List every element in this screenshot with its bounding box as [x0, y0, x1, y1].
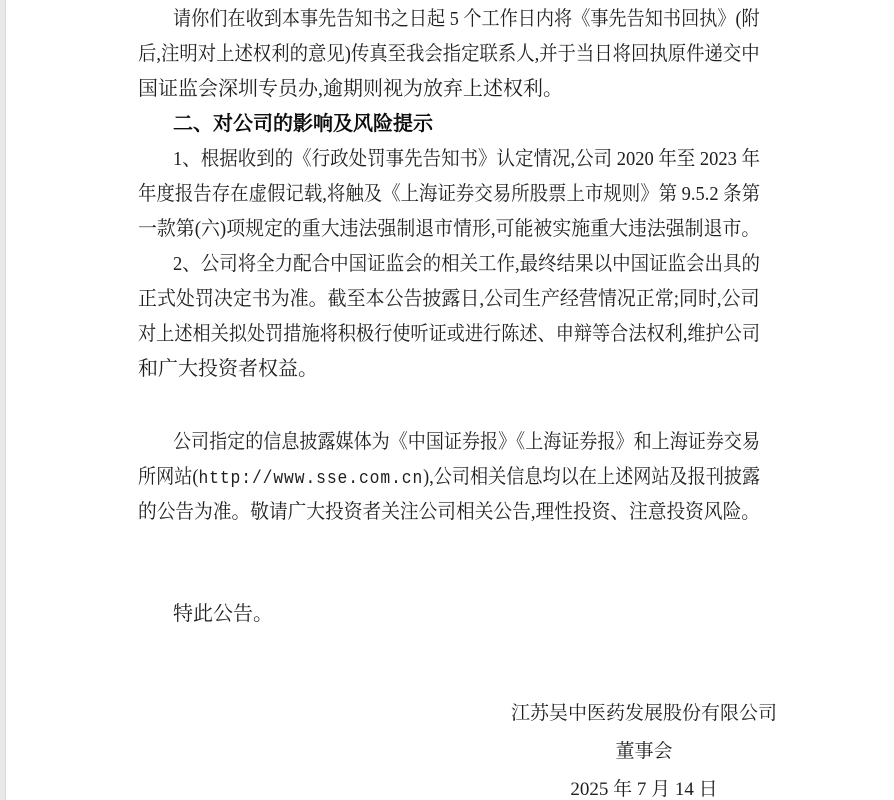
paragraph-item2-cooperation	[138, 247, 760, 387]
text-line	[138, 212, 760, 247]
text-line-content: 后,注明对上述权利的意见)传真至我会指定联系人,并于当日将回执原件递交中	[138, 43, 760, 65]
paragraph-item1-delisting-risk	[138, 142, 760, 247]
url-suffix-text: ),公司相关信息均以在上述网站及报刊披露	[423, 466, 761, 488]
signature-company-name	[506, 695, 782, 733]
closing-statement-text: 特此公告。	[173, 603, 273, 625]
text-line-content: 请你们在收到本事先告知书之日起 5 个工作日内将《事先告知书回执》(附	[173, 8, 760, 30]
text-line	[138, 425, 760, 460]
page-edge-strip	[0, 0, 6, 800]
signature-board	[506, 733, 782, 771]
text-line	[138, 142, 760, 177]
paragraph-disclosure-media	[138, 425, 760, 530]
text-line-content: 一款第(六)项规定的重大违法强制退市情形,可能被实施重大违法强制退市。	[138, 218, 761, 240]
text-line	[138, 317, 760, 352]
text-line-content: 2、公司将全力配合中国证监会的相关工作,最终结果以中国证监会出具的	[173, 253, 760, 275]
company-name-text: 江苏吴中医药发展股份有限公司	[510, 703, 777, 724]
text-line	[138, 352, 760, 387]
text-line	[138, 460, 760, 495]
url-prefix-text: 所网站(	[138, 466, 199, 488]
text-line-content: 正式处罚决定书为准。截至本公告披露日,公司生产经营情况正常;同时,公司	[138, 288, 760, 310]
document-body	[138, 2, 760, 632]
text-line-content: 1、根据收到的《行政处罚事先告知书》认定情况,公司 2020 年至 2023 年	[173, 148, 760, 170]
section-heading-impact-risk: 二、对公司的影响及风险提示	[173, 113, 433, 135]
sse-website-url: http://www.sse.com.cn	[198, 469, 424, 489]
signature-date	[506, 771, 782, 800]
blank-spacer	[138, 387, 760, 425]
text-line-content	[138, 460, 760, 497]
signature-block	[506, 695, 782, 800]
text-line-content: 对上述相关拟处罚措施将积极行使听证或进行陈述、申辩等合法权利,维护公司	[138, 323, 760, 345]
paragraph-return-receipt-notice	[138, 2, 760, 107]
text-line	[138, 37, 760, 72]
board-text: 董事会	[615, 741, 673, 762]
text-line-content: 公司指定的信息披露媒体为《中国证券报》《上海证券报》和上海证券交易	[173, 431, 760, 453]
text-line-content: 和广大投资者权益。	[138, 358, 318, 380]
text-line	[138, 72, 760, 107]
text-line	[138, 177, 760, 212]
text-line	[138, 2, 760, 37]
blank-spacer	[138, 530, 760, 597]
text-line-content: 国证监会深圳专员办,逾期则视为放弃上述权利。	[138, 78, 563, 100]
text-line	[138, 247, 760, 282]
text-line-content: 年度报告存在虚假记载,将触及《上海证券交易所股票上市规则》第 9.5.2 条第	[138, 183, 760, 205]
text-line	[138, 282, 760, 317]
date-text: 2025 年 7 月 14 日	[570, 779, 718, 800]
text-line	[138, 495, 760, 530]
text-line-content: 的公告为准。敬请广大投资者关注公司相关公告,理性投资、注意投资风险。	[138, 501, 760, 523]
closing-statement	[138, 597, 760, 632]
